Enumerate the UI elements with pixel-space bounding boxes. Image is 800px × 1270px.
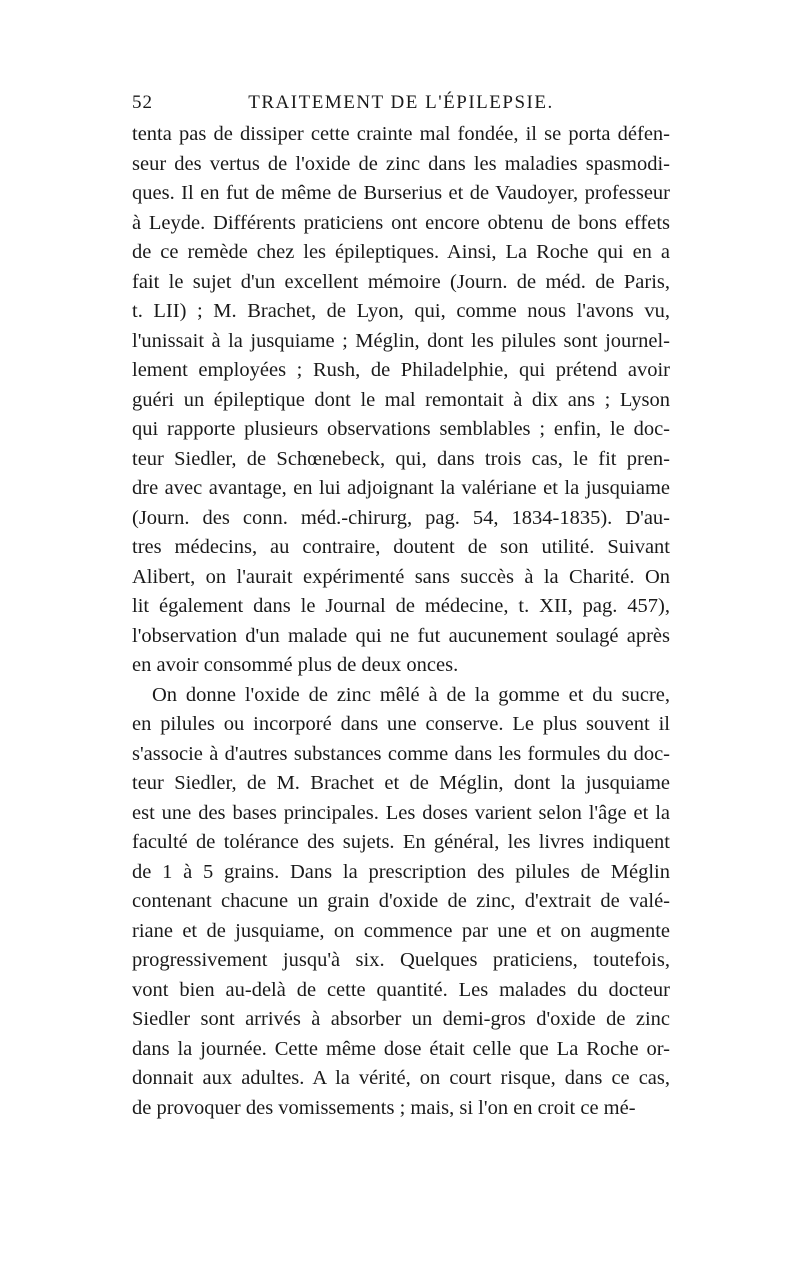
text-line: l'observation d'un malade qui ne fut aucunement soulagé après bbox=[132, 624, 670, 647]
text-line: donnait aux adultes. A la vérité, on court risque, dans ce cas, bbox=[132, 1067, 670, 1089]
paragraph bbox=[132, 120, 670, 681]
text-line: dre avec avantage, en lui adjoignant la valériane et la jusquiame bbox=[132, 477, 670, 499]
text-line: riane et de jusquiame, on commence par une et on augmente bbox=[132, 919, 670, 942]
text-line: de 1 à 5 grains. Dans la prescription des pilules de Méglin bbox=[132, 860, 670, 883]
text-line: lement employées ; Rush, de Philadelphie, qui prétend avoir bbox=[132, 359, 670, 381]
text-line: dans la journée. Cette même dose était celle que La Roche or- bbox=[132, 1037, 670, 1060]
running-head: TRAITEMENT DE L'ÉPILEPSIE. bbox=[248, 92, 554, 113]
text-line: progressivement jusqu'à six. Quelques praticiens, toutefois, bbox=[132, 949, 670, 971]
text-line: en avoir consommé plus de deux onces. bbox=[132, 654, 459, 676]
body-text bbox=[132, 120, 670, 1123]
paragraph bbox=[132, 681, 670, 1124]
text-line: faculté de tolérance des sujets. En général, les livres indiquent bbox=[132, 831, 670, 853]
text-line: de provoquer des vomissements ; mais, si l'on en croit ce mé- bbox=[132, 1096, 636, 1119]
text-line: teur Siedler, de Schœnebeck, qui, dans trois cas, le fit pren- bbox=[132, 447, 670, 470]
text-line: tres médecins, au contraire, doutent de son utilité. Suivant bbox=[132, 536, 670, 558]
text-line: s'associe à d'autres substances comme dans les formules du doc- bbox=[132, 742, 670, 765]
text-line: est une des bases principales. Les doses varient selon l'âge et la bbox=[132, 801, 670, 824]
text-line: On donne l'oxide de zinc mêlé à de la gomme et du sucre, bbox=[152, 683, 670, 706]
text-line: guéri un épileptique dont le mal remontait à dix ans ; Lyson bbox=[132, 388, 670, 411]
page-header bbox=[132, 92, 670, 118]
text-line: qui rapporte plusieurs observations semblables ; enfin, le doc- bbox=[132, 418, 670, 440]
text-line: seur des vertus de l'oxide de zinc dans les maladies spasmodi- bbox=[132, 152, 670, 175]
text-line: à Leyde. Différents praticiens ont encore obtenu de bons effets bbox=[132, 211, 670, 234]
text-line: Siedler sont arrivés à absorber un demi-gros d'oxide de zinc bbox=[132, 1008, 670, 1030]
text-line: l'unissait à la jusquiame ; Méglin, dont les pilules sont journel- bbox=[132, 329, 670, 352]
text-line: teur Siedler, de M. Brachet et de Méglin, dont la jusquiame bbox=[132, 772, 670, 794]
text-line: ques. Il en fut de même de Burserius et de Vaudoyer, professeur bbox=[132, 182, 670, 204]
text-line: tenta pas de dissiper cette crainte mal fondée, il se porta défen- bbox=[132, 123, 670, 145]
text-line: en pilules ou incorporé dans une conserve. Le plus souvent il bbox=[132, 713, 670, 735]
text-line: (Journ. des conn. méd.-chirurg, pag. 54, 1834-1835). D'au- bbox=[132, 506, 670, 529]
text-line: vont bien au-delà de cette quantité. Les malades du docteur bbox=[132, 978, 670, 1001]
text-line: lit également dans le Journal de médecine, t. XII, pag. 457), bbox=[132, 595, 670, 617]
page-number: 52 bbox=[132, 92, 153, 113]
text-line: t. LII) ; M. Brachet, de Lyon, qui, comme nous l'avons vu, bbox=[132, 300, 670, 322]
text-line: de ce remède chez les épileptiques. Ainsi, La Roche qui en a bbox=[132, 241, 670, 263]
text-line: contenant chacune un grain d'oxide de zinc, d'extrait de valé- bbox=[132, 890, 670, 912]
text-line: fait le sujet d'un excellent mémoire (Journ. de méd. de Paris, bbox=[132, 270, 670, 293]
text-line: Alibert, on l'aurait expérimenté sans succès à la Charité. On bbox=[132, 565, 670, 588]
